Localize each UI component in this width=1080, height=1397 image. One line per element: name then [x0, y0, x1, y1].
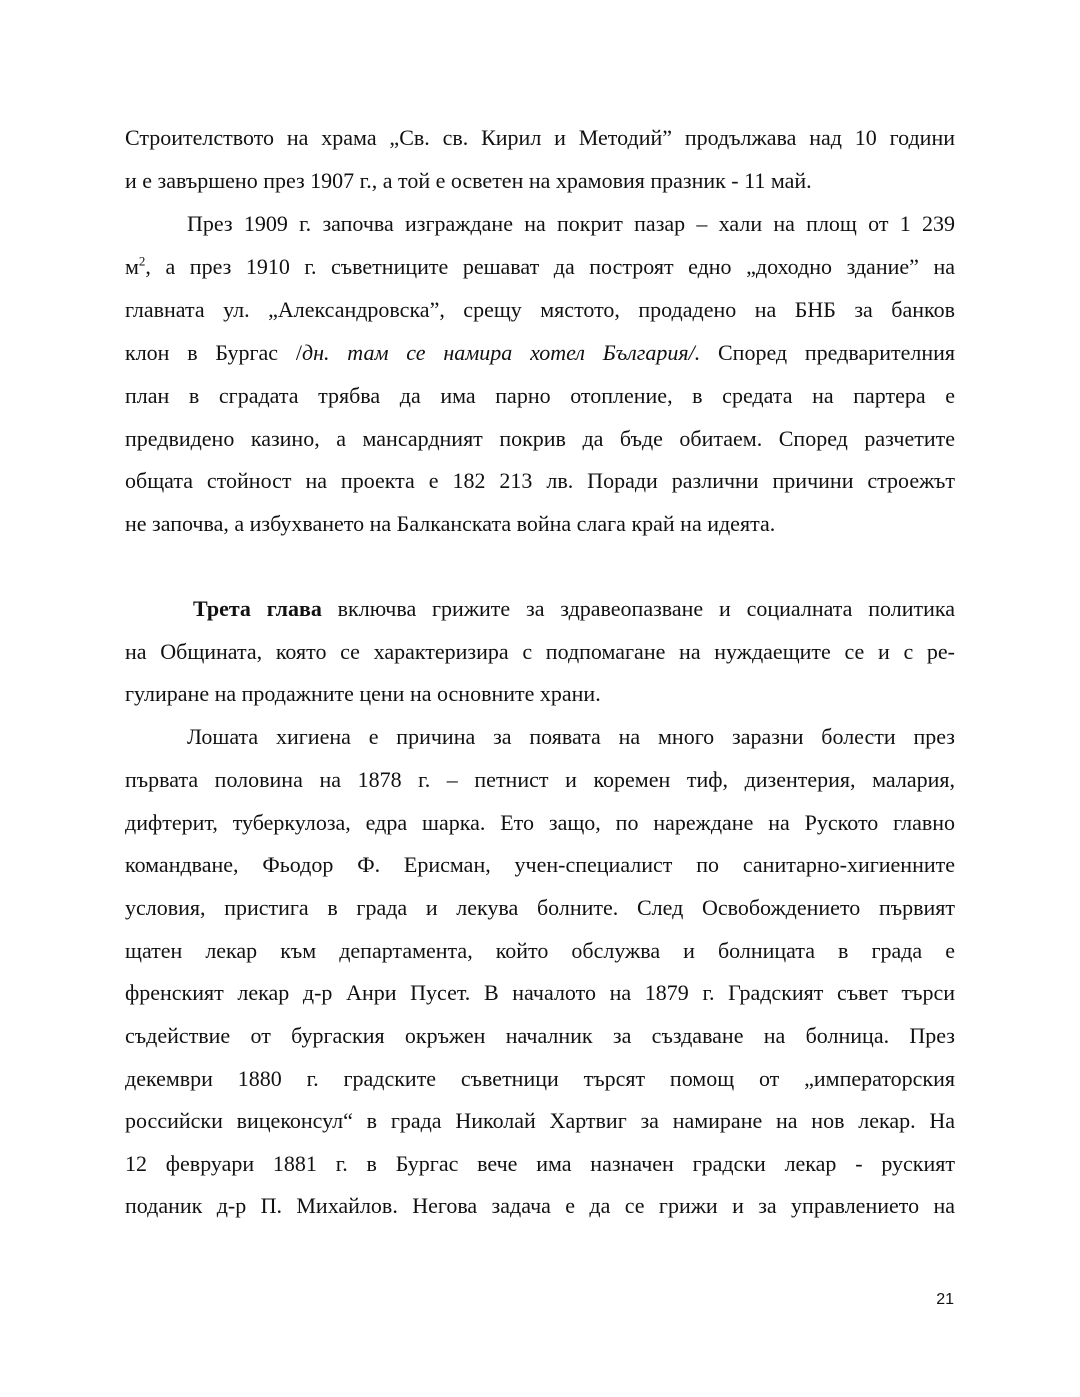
paragraph-2-line-2-text: , а през 1910 г. съветниците решават да построят едно „доходно здание” на: [145, 254, 955, 279]
paragraph-3-line-2: на Общината, която се характеризира с подпомагане на нуждаещите се и с ре-: [125, 639, 955, 664]
unit-text: м: [125, 254, 139, 279]
paragraph-2-line-1: През 1909 г. започва изграждане на покрит пазар – хали на площ от 1 239: [187, 211, 955, 236]
paragraph-2-line-6: предвидено казино, а мансардният покрив да бъде обитаем. Според разчетите: [125, 426, 955, 451]
paragraph-4-line-11: 12 февруари 1881 г. в Бургас вече има назначен градски лекар - руският: [125, 1151, 955, 1176]
paragraph-4-line-4: командване, Фьодор Ф. Ерисман, учен-специалист по санитарно-хигиенните: [125, 852, 955, 877]
paragraph-3-line-1: [193, 595, 955, 623]
paragraph-2-line-5: план в сградата трябва да има парно отопление, в средата на партера е: [125, 383, 955, 408]
italic-note: дн. там се намира хотел България/.: [301, 340, 701, 365]
paragraph-1-line-2: и е завършено през 1907 г., а той е осветен на храмовия празник - 11 май.: [125, 168, 812, 193]
paragraph-4-line-8: съдействие от бургаския окръжен началник за създаване на болница. През: [125, 1023, 955, 1048]
paragraph-2-line-3: главната ул. „Александровска”, срещу мястото, продадено на БНБ за банков: [125, 297, 955, 322]
paragraph-4-line-9: декември 1880 г. градските съветници търсят помощ от „императорския: [125, 1066, 955, 1091]
paragraph-4-line-12: поданик д-р П. Михайлов. Негова задача е да се грижи и за управлението на: [125, 1193, 955, 1218]
paragraph-2-line-4: [125, 339, 955, 367]
paragraph-2-line-2: [125, 253, 955, 281]
paragraph-4-line-6: щатен лекар към департамента, който обслужва и болницата в града е: [125, 938, 955, 963]
paragraph-2-line-4-start: клон в Бургас /: [125, 340, 302, 365]
unit-superscript: 2: [138, 253, 146, 269]
paragraph-4-line-5: условия, пристига в града и лекува болните. След Освобождението първият: [125, 895, 955, 920]
chapter-heading-bold: Трета глава: [193, 596, 322, 621]
paragraph-3-line-3: гулиране на продажните цени на основните храни.: [125, 681, 601, 706]
paragraph-1-line-1: Строителството на храма „Св. св. Кирил и Методий” продължава над 10 години: [125, 125, 955, 150]
paragraph-4-line-1: Лошата хигиена е причина за появата на много заразни болести през: [187, 724, 955, 749]
paragraph-2-line-4-end: Според предварителния: [700, 340, 956, 365]
paragraph-2-line-7: общата стойност на проекта е 182 213 лв. Поради различни причини строежът: [125, 468, 955, 493]
page-number: 21: [936, 1291, 954, 1308]
paragraph-4-line-10: российски вицеконсул“ в града Николай Хартвиг за намиране на нов лекар. На: [125, 1108, 955, 1133]
paragraph-4-line-2: първата половина на 1878 г. – петнист и коремен тиф, дизентерия, малария,: [125, 767, 955, 792]
paragraph-3-line-1-text: включва грижите за здравеопазване и социалната политика: [321, 596, 955, 621]
paragraph-4-line-3: дифтерит, туберкулоза, едра шарка. Ето защо, по нареждане на Руското главно: [125, 810, 955, 835]
paragraph-2-line-8: не започва, а избухването на Балканската война слага край на идеята.: [125, 511, 776, 536]
paragraph-4-line-7: френският лекар д-р Анри Пусет. В началото на 1879 г. Градският съвет търси: [125, 980, 955, 1005]
